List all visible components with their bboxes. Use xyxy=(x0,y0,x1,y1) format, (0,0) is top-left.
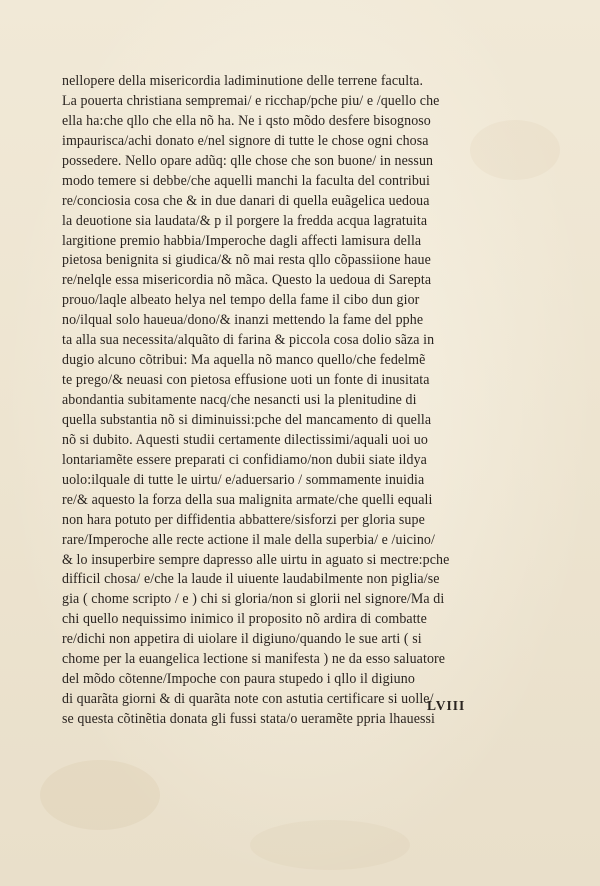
paper-stain xyxy=(250,820,410,870)
text-line: prouo/laqle albeato helya nel tempo della fame il cibo dun gior xyxy=(62,292,420,309)
text-line: quella substantia nõ si diminuissi:pche del mancamento di quella xyxy=(62,411,432,428)
text-line: re/conciosia cosa che & in due danari di quella euãgelica uedoua xyxy=(62,192,430,209)
text-line: largitione premio habbia/Imperoche dagli affecti lamisura della xyxy=(62,232,422,249)
text-line: non hara potuto per diffidentia abbattere/sisforzi per gloria supe xyxy=(62,511,425,528)
text-line: gia ( chome scripto / e ) chi si gloria/non si glorii nel signore/Ma di xyxy=(62,591,445,608)
text-line: La pouerta christiana sempremai/ e ricchap/pche piu/ e /quello che xyxy=(62,92,440,109)
text-line: ta alla sua necessita/alquãto di farina & piccola cosa dolio sãza in xyxy=(62,332,435,349)
text-block xyxy=(62,72,562,730)
text-line: re/dichi non appetira di uiolare il digiuno/quando le sue arti ( si xyxy=(62,631,422,648)
text-line: abondantia subitamente nacq/che nesancti usi la plenitudine di xyxy=(62,392,417,408)
text-line: impaurisca/achi donato e/nel signore di tutte le chose ogni chosa xyxy=(62,132,429,149)
text-line: modo temere si debbe/che aquelli manchi la faculta del contribui xyxy=(62,172,430,189)
text-line: re/& aquesto la forza della sua malignita armate/che quelli equali xyxy=(62,491,433,508)
folio-number: LVIII xyxy=(427,698,466,713)
text-line: difficil chosa/ e/che la laude il uiuente laudabilmente non piglia/se xyxy=(62,571,440,588)
paper-stain xyxy=(40,760,160,830)
text-line: & lo insuperbire sempre dapresso alle uirtu in aguato si mectre:pche xyxy=(62,551,450,568)
text-line: rare/Imperoche alle recte actione il male della superbia/ e /uicino/ xyxy=(62,531,435,548)
text-line: pietosa benignita si giudica/& nõ mai resta qllo cõpassiione haue xyxy=(62,252,431,269)
text-line: se questa cõtinẽtia donata gli fussi stata/o ueramẽte ppria lhauessi xyxy=(62,711,436,727)
text-line: la deuotione sia laudata/& p il porgere la fredda acqua lagratuita xyxy=(62,212,428,229)
text-line: te prego/& neuasi con pietosa effusione uoti un fonte di inusitata xyxy=(62,372,430,389)
text-line: uolo:ilquale di tutte le uirtu/ e/aduersario / sommamente inuidia xyxy=(62,471,425,488)
text-line: re/nelqle essa misericordia nõ mãca. Questo la uedoua di Sarepta xyxy=(62,272,432,289)
text-line: chome per la euangelica lectione si manifesta ) ne da esso saluatore xyxy=(62,651,446,668)
text-line: lontariamẽte essere preparati ci confidiamo/non dubii siate ildya xyxy=(62,451,427,468)
text-line: del mõdo cõtenne/Impoche con paura stupedo i qllo il digiuno xyxy=(62,671,415,688)
text-line: ella ha:che qllo che ella nõ ha. Ne i qsto mõdo desfere bisognoso xyxy=(62,112,431,129)
text-line: di quarãta giorni & di quarãta note con astutia certificare si uolle/ xyxy=(62,691,434,708)
text-line: nõ si dubito. Aquesti studii certamente dilectissimi/aquali uoi uo xyxy=(62,431,428,448)
text-line: nellopere della misericordia ladiminutione delle terrene faculta. xyxy=(62,73,424,89)
text-line: chi quello nequissimo inimico il proposito nõ ardira di combatte xyxy=(62,611,427,628)
text-line: no/ilqual solo haueua/dono/& inanzi mettendo la fame del pphe xyxy=(62,312,424,329)
text-line: possedere. Nello opare adũq: qlle chose che son buone/ in nessun xyxy=(62,152,434,169)
text-line: dugio alcuno cõtribui: Ma aquella nõ manco quello/che fedelmẽ xyxy=(62,352,426,369)
